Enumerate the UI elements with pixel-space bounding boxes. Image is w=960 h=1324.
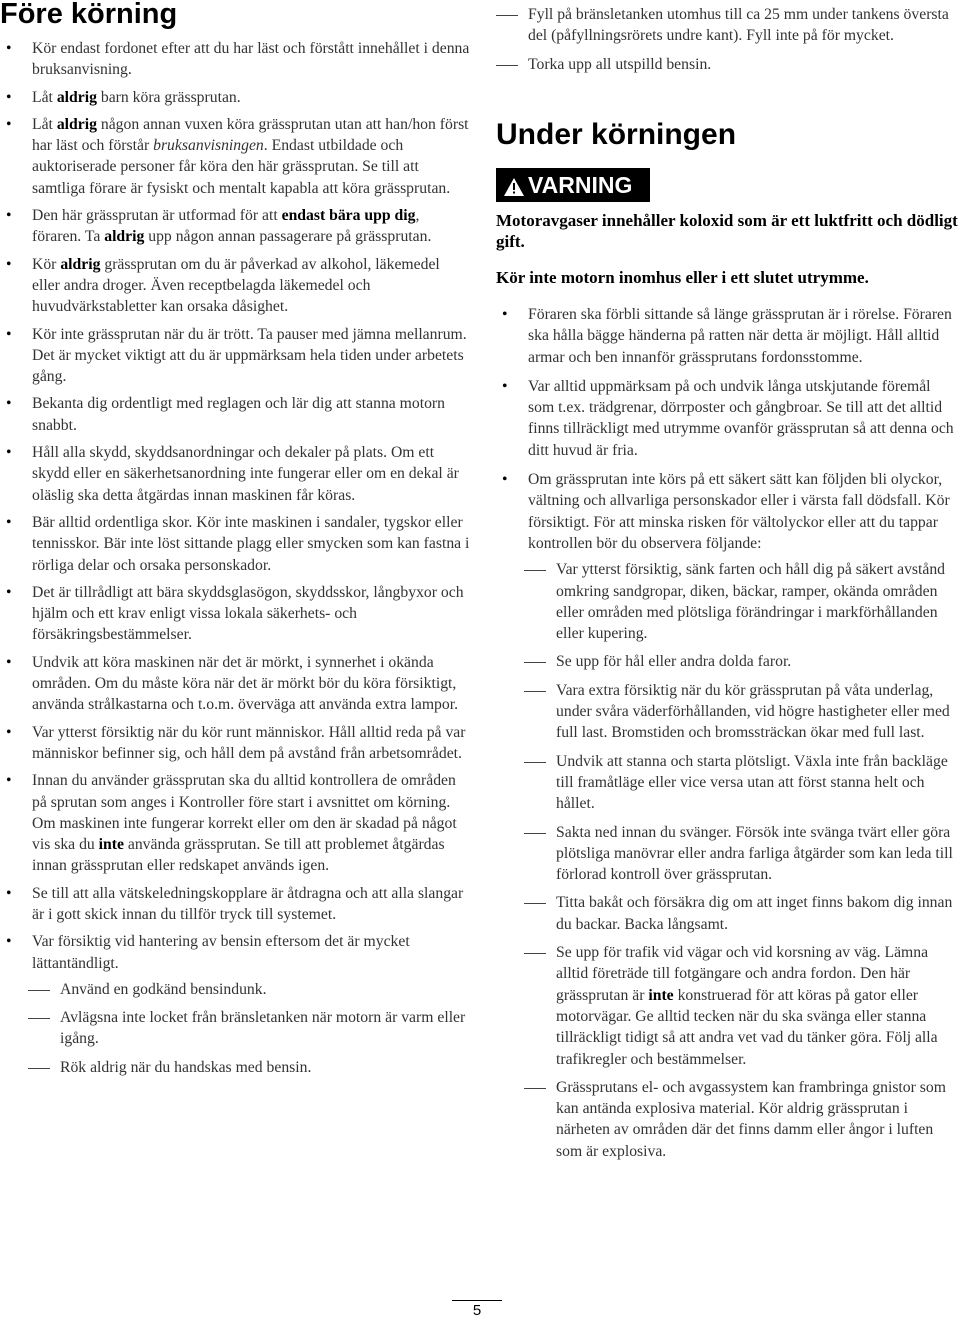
bullet-text: Föraren ska förbli sittande så länge grässprutan är i rörelse. Föraren ska hålla bägge händerna på ratten när detta är möjligt. Håll alltid armar och ben innanför grässprutans fordonsstomme. — [528, 306, 952, 366]
bullet-text: Det är tillrådligt att bära skyddsglasögon, skyddsskor, långbyxor och hjälm och ett krav enligt vissa lokala säkerhets- och försäkringsbestämmelser. — [32, 583, 464, 644]
bullet-text: Den här grässprutan är utformad för att endast bära upp dig, föraren. Ta aldrig upp någon annan passagerare på grässprutan. — [32, 207, 432, 246]
bullet-text: Låt aldrig barn köra grässprutan. — [32, 88, 241, 106]
dash-list-item: Var ytterst försiktig, sänk farten och håll dig på säkert avstånd omkring sandgropar, diken, bäckar, ramper, okända områden eller områden med plötsliga förändringar i markförhållanden eller kupering. — [524, 559, 958, 644]
dash-list-item: Undvik att stanna och starta plötsligt. Växla inte från backläge till framåtläge eller vice versa utan att först stanna helt och hållet. — [524, 751, 958, 815]
bullet-list-item — [0, 114, 470, 199]
dash-list-item: Se upp för trafik vid vägar och vid korsning av väg. Lämna alltid företräde till fotgängare och andra fordon. Den här grässprutan är inte konstruerad för att köras på gator eller motorvägar. Ge alltid tecken när du ska svänga eller stanna tillräckligt tidigt så att andra vet vad du tänker göra. Följ alla trafikregler och bestämmelser. — [524, 942, 958, 1070]
warning-label: VARNING — [528, 172, 633, 198]
bullet-text: Kör inte grässprutan när du är trött. Ta pauser med jämna mellanrum. Det är mycket viktigt att du är uppmärksam hela tiden under arbetets gång. — [32, 325, 467, 386]
warning-triangle-icon — [504, 178, 524, 196]
right-bullet-list — [496, 304, 958, 1169]
dash-sub-list — [524, 559, 958, 1162]
left-bullet-list — [0, 38, 470, 1085]
bullet-list-item — [496, 304, 958, 368]
bullet-list-item — [0, 205, 470, 248]
dash-list-item: Vara extra försiktig när du kör grässprutan på våta underlag, under svåra väderförhållanden, vid högre hastigheter eller med full last. Bromstiden och bromssträckan ökar med full last. — [524, 680, 958, 744]
dash-list-item: Titta bakåt och försäkra dig om att inget finns bakom dig innan du backar. Backa långsamt. — [524, 892, 958, 935]
section-heading-during-driving: Under körningen — [496, 118, 737, 151]
bullet-list-item — [0, 582, 470, 646]
bullet-text: Var ytterst försiktig när du kör runt människor. Håll alltid reda på var människor befinner sig, och håll dem på avstånd från arbetsområdet. — [32, 723, 466, 762]
right-top-dash-list — [496, 4, 958, 82]
bullet-list-item — [0, 324, 470, 388]
bullet-text: Var alltid uppmärksam på och undvik långa utskjutande föremål som t.ex. trädgrenar, dörrposter och gångbroar. Se till att det alltid finns tillräckligt med utrymme ovanför grässprutan så att denna och ditt huvud är fria. — [528, 377, 954, 459]
dash-list-item: Använd en godkänd bensindunk. — [28, 979, 470, 1000]
bullet-text: Kör endast fordonet efter att du har läst och förstått innehållet i denna bruksanvisning. — [32, 40, 470, 79]
bullet-text: Bär alltid ordentliga skor. Kör inte maskinen i sandaler, tygskor eller tennisskor. Bär inte löst sittande plagg eller smycken som kan fastna i rörliga delar och orsaka personskador. — [32, 513, 470, 574]
dash-list-item: Fyll på bränsletanken utomhus till ca 25 mm under tankens översta del (påfyllningsrörets undre kant). Fyll inte på för mycket. — [496, 4, 958, 47]
bullet-text: Var försiktig vid hantering av bensin eftersom det är mycket lättantändligt. — [32, 933, 410, 972]
bullet-text: Bekanta dig ordentligt med reglagen och lär dig att stanna motorn snabbt. — [32, 395, 445, 434]
bullet-text: Innan du använder grässprutan ska du alltid kontrollera de områden på sprutan som anges i Kontroller före start i avsnittet om körning. Om maskinen inte fungerar korrekt eller om den är skadad på något vis ska du inte använda grässprutan. Se till att problemet åtgärdas innan grässprutan eller redskapet används igen. — [32, 772, 457, 875]
bullet-list-item — [0, 722, 470, 765]
bullet-text: Om grässprutan inte körs på ett säkert sätt kan följden bli olyckor, vältning och allvarliga personskador eller i värsta fall dödsfall. Kör försiktigt. För att minska risken för vältolyckor eller att du tappar kontrollen bör du observera följande: — [528, 471, 950, 552]
bullet-text: Undvik att köra maskinen när det är mörkt, i synnerhet i okända områden. Om du måste köra när det är mörkt bör du köra försiktigt, använda strålkastarna och t.o.m. överväga att använda extra lampor. — [32, 653, 459, 714]
bullet-list-item — [496, 376, 958, 461]
bullet-list-item — [0, 770, 470, 876]
bullet-list-item — [0, 931, 470, 1078]
bullet-text: Se till att alla vätskeledningskopplare är åtdragna och att alla slangar är i gott skick innan du tillför tryck till systemet. — [32, 884, 464, 923]
dash-list-item: Sakta ned innan du svänger. Försök inte svänga tvärt eller göra plötsliga manövrar eller andra farliga åtgärder som kan leda till förlorad kontroll över grässprutan. — [524, 822, 958, 886]
dash-list-item: Torka upp all utspilld bensin. — [496, 54, 958, 75]
bullet-text: Låt aldrig någon annan vuxen köra grässprutan utan att han/hon först har läst och förstår bruksanvisningen. Endast utbildade och auktoriserade personer får köra den här grässprutan. Se till att samtliga förare är fysiskt och mentalt kapabla att köra grässprutan. — [32, 115, 469, 197]
warning-text-indoor: Kör inte motorn inomhus eller i ett slutet utrymme. — [496, 268, 869, 287]
bullet-list-item — [0, 652, 470, 716]
dash-sub-list — [28, 979, 470, 1078]
section-heading-before-driving: Före körning — [0, 0, 178, 30]
bullet-list-item — [0, 883, 470, 926]
bullet-text: Håll alla skydd, skyddsanordningar och dekaler på plats. Om ett skydd eller en säkerhetsanordning inte fungerar eller om en dekal är oläslig ska detta åtgärdas innan maskinen får köras. — [32, 444, 459, 504]
bullet-list-item — [0, 254, 470, 318]
dash-list-item: Se upp för hål eller andra dolda faror. — [524, 651, 958, 672]
bullet-list-item — [0, 87, 470, 108]
dash-list-item: Rök aldrig när du handskas med bensin. — [28, 1057, 470, 1078]
page-number-rule — [452, 1300, 502, 1301]
warning-text-carbon-monoxide: Motoravgaser innehåller koloxid som är ett luktfritt och dödligt gift. — [496, 211, 958, 251]
bullet-list-item — [496, 469, 958, 1162]
bullet-list-item — [0, 393, 470, 436]
page-number: 5 — [472, 1302, 482, 1319]
dash-list-item: Grässprutans el- och avgassystem kan frambringa gnistor som kan antända explosiva material. Kör aldrig grässprutan i närheten av områden där det finns damm eller ångor i luften som är explosiva. — [524, 1077, 958, 1162]
bullet-text: Kör aldrig grässprutan om du är påverkad av alkohol, läkemedel eller andra droger. Även receptbelagda läkemedel och huvudvärkstabletter kan orsaka dåsighet. — [32, 255, 440, 316]
bullet-list-item — [0, 512, 470, 576]
bullet-list-item — [0, 442, 470, 506]
dash-list-item: Avlägsna inte locket från bränsletanken när motorn är varm eller igång. — [28, 1007, 470, 1050]
bullet-list-item — [0, 38, 470, 81]
warning-banner — [496, 168, 650, 202]
